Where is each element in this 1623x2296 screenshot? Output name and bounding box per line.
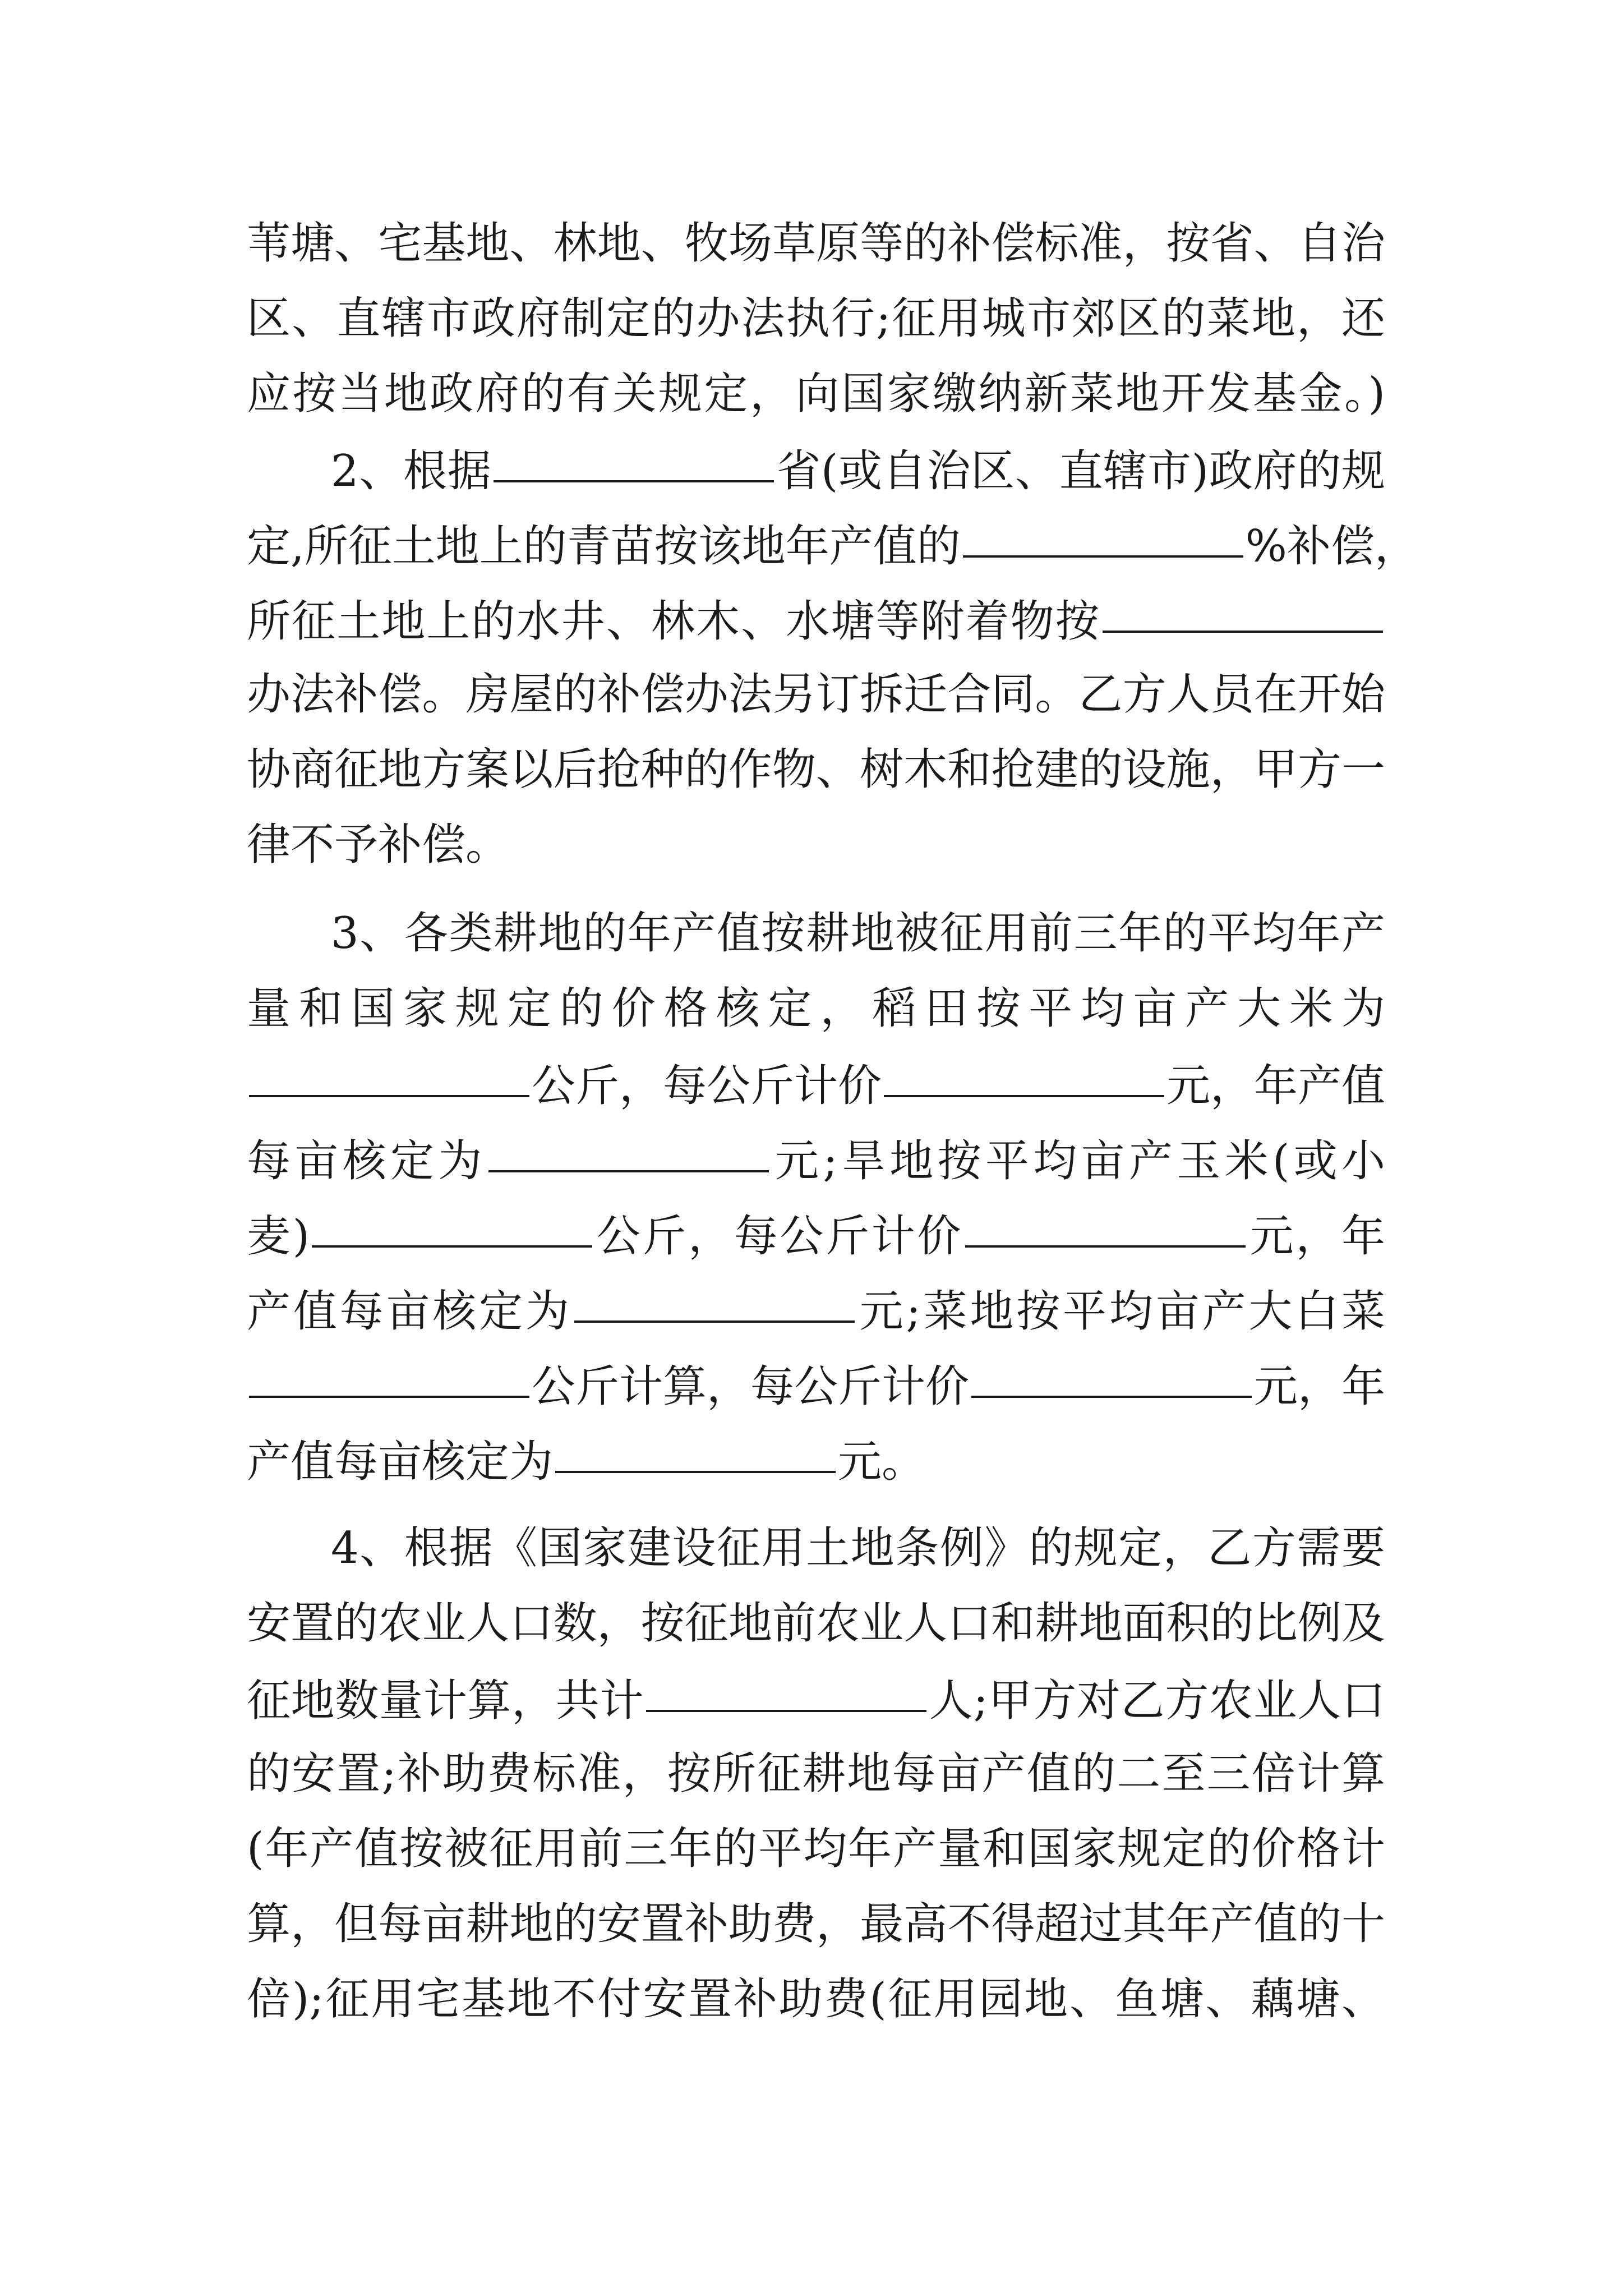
text-segment: 征地数量计算，共计 [247, 1676, 644, 1726]
text-segment: 元;旱地按平均亩产玉米(或小 [771, 1136, 1385, 1186]
paragraph-1-line-2 [247, 285, 1385, 352]
paragraph-4-line-7 [247, 1966, 1385, 2033]
paragraph-1-line-1 [247, 210, 1385, 277]
text-segment: %补偿， [1245, 521, 1418, 572]
text-segment: 协商征地方案以后抢种的作物、树木和抢建的设施，甲方一 [247, 744, 1385, 795]
text-segment: 3、各类耕地的年产值按耕地被征用前三年的平均年产 [331, 908, 1385, 959]
text-segment: 每亩核定为 [247, 1136, 486, 1186]
text-segment: 倍);征用宅基地不付安置补助费(征用园地、鱼塘、藕塘、 [247, 1974, 1385, 2024]
fill-in-blank[interactable] [646, 1665, 926, 1712]
text-segment: 的安置;补助费标准，按所征耕地每亩产值的二至三倍计算 [247, 1749, 1385, 1799]
paragraph-2-line-3 [247, 586, 1385, 653]
paragraph-1-line-3 [247, 360, 1385, 427]
text-segment: 算，但每亩耕地的安置补助费，最高不得超过其年产值的十 [247, 1899, 1385, 1949]
fill-in-blank[interactable] [312, 1200, 592, 1248]
fill-in-blank[interactable] [249, 1050, 529, 1097]
fill-in-blank[interactable] [971, 1351, 1252, 1398]
text-segment: 产值每亩核定为 [247, 1286, 572, 1337]
text-segment: 元，年 [1248, 1211, 1385, 1262]
fill-in-blank[interactable] [555, 1426, 836, 1473]
paragraph-4-line-1 [331, 1515, 1385, 1582]
text-segment: 公斤，每公斤计价 [532, 1061, 882, 1111]
text-segment: 元，年产值 [1166, 1061, 1386, 1111]
text-segment: 所征土地上的水井、林木、水塘等附着物按 [247, 596, 1100, 647]
text-segment: 律不予补偿。 [247, 820, 510, 870]
text-segment: 产值每亩核定为 [247, 1437, 554, 1487]
paragraph-3-line-4 [247, 1125, 1385, 1193]
text-segment: 元。 [838, 1437, 926, 1487]
text-segment: 元;菜地按平均亩产大白菜 [856, 1286, 1385, 1337]
paragraph-3-line-1 [331, 900, 1385, 967]
fill-in-blank[interactable] [963, 510, 1243, 558]
paragraph-2-line-2 [247, 510, 1418, 578]
text-segment: 4、根据《国家建设征用土地条例》的规定，乙方需要 [331, 1523, 1385, 1573]
text-segment: (年产值按被征用前三年的平均年产量和国家规定的价格计 [247, 1824, 1385, 1874]
text-segment: 应按当地政府的有关规定，向国家缴纳新菜地开发基金。) [247, 369, 1385, 419]
text-segment: 2、根据 [331, 446, 492, 496]
paragraph-3-line-3 [247, 1050, 1385, 1117]
paragraph-2-line-6 [247, 811, 1385, 878]
text-segment: 省(或自治区、直辖市)政府的规 [776, 446, 1385, 496]
text-segment: 定,所征土地上的青苗按该地年产值的 [247, 521, 961, 572]
paragraph-3-line-5 [247, 1200, 1385, 1268]
fill-in-blank[interactable] [965, 1200, 1246, 1248]
text-segment: 区、直辖市政府制定的办法执行;征用城市郊区的菜地，还 [247, 293, 1385, 344]
text-segment: 公斤计算，每公斤计价 [532, 1361, 970, 1412]
paragraph-4-line-3 [247, 1665, 1385, 1732]
fill-in-blank[interactable] [494, 435, 774, 482]
text-segment: 安置的农业人口数，按征地前农业人口和耕地面积的比例及 [247, 1598, 1385, 1649]
text-segment: 苇塘、宅基地、林地、牧场草原等的补偿标准，按省、自治 [247, 218, 1385, 269]
paragraph-2-line-4 [247, 661, 1385, 728]
paragraph-3-line-6 [247, 1276, 1385, 1343]
text-segment: 公斤，每公斤计价 [594, 1211, 963, 1262]
paragraph-2-line-5 [247, 736, 1385, 803]
fill-in-blank[interactable] [574, 1276, 855, 1323]
fill-in-blank[interactable] [488, 1125, 769, 1172]
text-segment: 麦) [247, 1211, 310, 1262]
fill-in-blank[interactable] [884, 1050, 1164, 1097]
paragraph-4-line-4 [247, 1740, 1385, 1807]
text-segment: 人;甲方对乙方农业人口 [929, 1676, 1385, 1726]
paragraph-3-line-7 [247, 1351, 1385, 1418]
text-segment: 量和国家规定的价格核定，稻田按平均亩产大米为 [247, 983, 1385, 1034]
paragraph-3-line-8 [247, 1426, 1385, 1493]
text-segment: 元，年 [1254, 1361, 1386, 1412]
paragraph-4-line-6 [247, 1890, 1385, 1958]
fill-in-blank[interactable] [249, 1351, 529, 1398]
paragraph-4-line-5 [247, 1815, 1385, 1883]
paragraph-4-line-2 [247, 1590, 1385, 1657]
text-segment: 办法补偿。房屋的补偿办法另订拆迁合同。乙方人员在开始 [247, 669, 1385, 720]
paragraph-2-line-1 [331, 435, 1385, 503]
paragraph-3-line-2 [247, 975, 1385, 1042]
fill-in-blank[interactable] [1103, 586, 1383, 633]
